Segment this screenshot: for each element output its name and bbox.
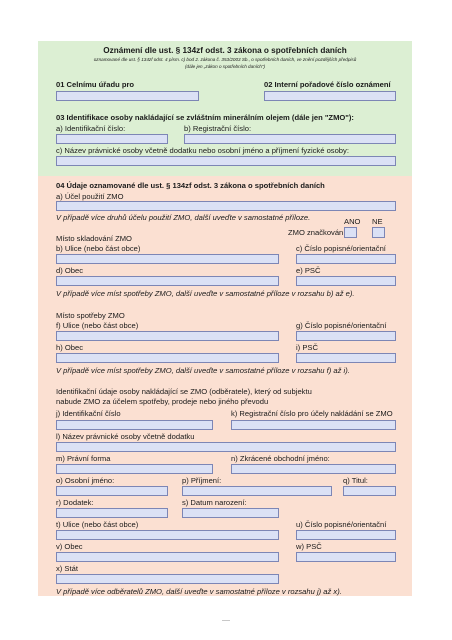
label-04s: s) Datum narození: <box>182 498 247 507</box>
label-04c: c) Číslo popisné/orientační <box>296 244 386 253</box>
form-subtitle: oznamované dle ust. § 134zf odst. 4 písm. c) bod 2. zákona č. 353/2003 Sb., o spotřebních daních, ve znění pozdějších předpisů <box>93 57 357 62</box>
field-04g-number[interactable] <box>296 331 396 341</box>
label-04a: a) Účel použití ZMO <box>56 192 124 201</box>
note-04f-i: V případě více míst spotřeby ZMO, další uveďte v samostatné příloze v rozsahu f) až i). <box>56 366 350 375</box>
form-title: Oznámení dle ust. § 134zf odst. 3 zákona o spotřebních daních <box>103 46 347 55</box>
label-04g: g) Číslo popisné/orientační <box>296 321 387 330</box>
field-04u-number[interactable] <box>296 530 396 540</box>
office-field[interactable] <box>56 91 199 101</box>
field-03c-name[interactable] <box>56 156 396 166</box>
label-02-order-number: 02 Interní pořadové číslo oznámení <box>264 80 391 89</box>
label-04f: f) Ulice (nebo část obce) <box>56 321 139 330</box>
field-04l-name[interactable] <box>56 442 396 452</box>
label-04t: t) Ulice (nebo část obce) <box>56 520 139 529</box>
label-04b: b) Ulice (nebo část obce) <box>56 244 141 253</box>
field-04c-number[interactable] <box>296 254 396 264</box>
label-ano: ANO <box>344 217 361 226</box>
label-04d: d) Obec <box>56 266 84 275</box>
label-04k: k) Registrační číslo pro účely nakládání se ZMO <box>231 409 393 418</box>
field-04m-legal-form[interactable] <box>56 464 213 474</box>
label-03b: b) Registrační číslo: <box>184 124 252 133</box>
field-03a-ico[interactable] <box>56 134 168 144</box>
field-04k-reg[interactable] <box>231 420 396 430</box>
page-footer-mark <box>222 620 230 621</box>
field-04i-zip[interactable] <box>296 353 396 363</box>
note-04b-e: V případě více míst spotřeby ZMO, další uveďte v samostatné příloze v rozsahu b) až e). <box>56 289 355 298</box>
field-04w-zip[interactable] <box>296 552 396 562</box>
field-04h-city[interactable] <box>56 353 279 363</box>
label-znackovan: ZMO značkován <box>288 228 344 237</box>
label-04v: v) Obec <box>56 542 83 551</box>
label-03-heading: 03 Identifikace osoby nakládající se zvláštním minerálním olejem (dále jen "ZMO"): <box>56 113 354 122</box>
label-04p: p) Příjmení: <box>182 476 222 485</box>
label-04i: i) PSČ <box>296 343 318 352</box>
label-04e: e) PSČ <box>296 266 321 275</box>
note-04j-x: V případě více odběratelů ZMO, další uveďte v samostatné příloze v rozsahu j) až x). <box>56 587 342 596</box>
field-04o-first-name[interactable] <box>56 486 168 496</box>
label-misto-spotreby: Místo spotřeby ZMO <box>56 311 125 320</box>
label-01-office: 01 Celnímu úřadu pro <box>56 80 135 89</box>
label-04r: r) Dodatek: <box>56 498 94 507</box>
label-04m: m) Právní forma <box>56 454 111 463</box>
label-04l: l) Název právnické osoby včetně dodatku <box>56 432 195 441</box>
label-odberatel-2: nabude ZMO za účelem spotřeby, prodeje nebo jiného převodu <box>56 397 269 406</box>
label-odberatel-1: Identifikační údaje osoby nakládající se ZMO (odběratele), který od subjektu <box>56 387 312 396</box>
label-ne: NE <box>372 217 383 226</box>
field-04v-city[interactable] <box>56 552 279 562</box>
field-04p-surname[interactable] <box>182 486 332 496</box>
field-03b-reg[interactable] <box>184 134 396 144</box>
form-subtitle-note: (dále jen „zákon o spotřebních daních") <box>184 64 266 69</box>
label-04-heading: 04 Údaje oznamované dle ust. § 134zf odst. 3 zákona o spotřebních daních <box>56 181 325 190</box>
field-04t-street[interactable] <box>56 530 279 540</box>
label-04u: u) Číslo popisné/orientační <box>296 520 387 529</box>
label-03a: a) Identifikační číslo: <box>56 124 126 133</box>
label-04w: w) PSČ <box>296 542 322 551</box>
checkbox-ano[interactable] <box>344 227 357 238</box>
order-number-field[interactable] <box>264 91 396 101</box>
label-04j: j) Identifikační číslo <box>56 409 121 418</box>
label-04n: n) Zkrácené obchodní jméno: <box>231 454 330 463</box>
label-04h: h) Obec <box>56 343 84 352</box>
field-04j-ico[interactable] <box>56 420 213 430</box>
field-04b-street[interactable] <box>56 254 279 264</box>
label-04o: o) Osobní jméno: <box>56 476 115 485</box>
field-04d-city[interactable] <box>56 276 279 286</box>
field-04r-suffix[interactable] <box>56 508 168 518</box>
label-03c: c) Název právnické osoby včetně dodatku nebo osobní jméno a příjmení fyzické osoby: <box>56 146 349 155</box>
checkbox-ne[interactable] <box>372 227 385 238</box>
field-04n-short-name[interactable] <box>231 464 396 474</box>
field-04e-zip[interactable] <box>296 276 396 286</box>
field-04x-state[interactable] <box>56 574 279 584</box>
field-04a-purpose[interactable] <box>56 201 396 211</box>
field-04f-street[interactable] <box>56 331 279 341</box>
label-misto-skladovani: Místo skladování ZMO <box>56 234 132 243</box>
label-04x: x) Stát <box>56 564 78 573</box>
note-04a: V případě více druhů účelu použití ZMO, další uveďte v samostatné příloze. <box>56 213 311 222</box>
label-04q: q) Titul: <box>343 476 368 485</box>
field-04s-birth-date[interactable] <box>182 508 279 518</box>
field-04q-title[interactable] <box>343 486 396 496</box>
